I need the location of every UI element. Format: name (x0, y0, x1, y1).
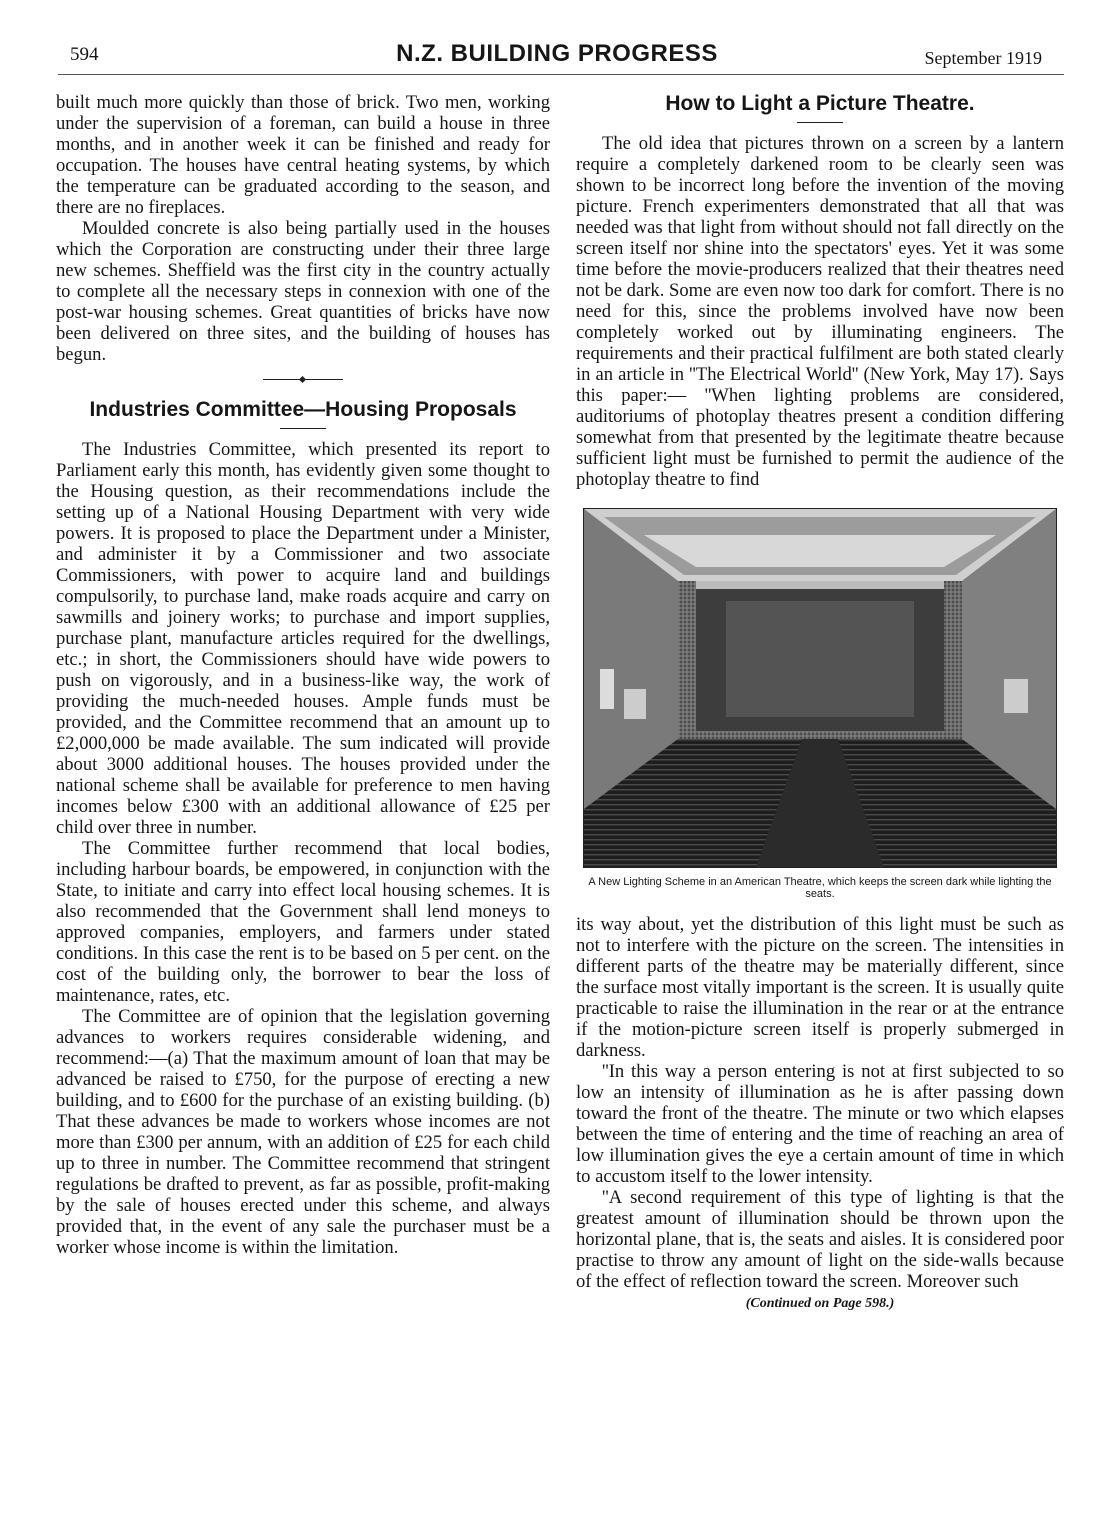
header-rule (58, 74, 1064, 75)
right-column (576, 92, 1064, 1312)
theatre-paragraph-1: The old idea that pictures thrown on a screen by a lantern require a completely darkened room to be clearly seen was shown to be incorrect long before the invention of the moving picture. French experimenters demonstrated that all that was needed was that light from without should not fall directly on the screen itself nor shine into the spectators' eyes. Yet it was some time before the movie-producers realized that their theatres need not be dark. Some are even now too dark for comfort. There is no need for this, since the problems involved have now been completely worked out by illuminating engineers. The requirements and their practical fulfilment are both stated clearly in an article in ''The Electrical World'' (New York, May 17). Says this paper:— ''When lighting problems are considered, auditoriums of photoplay theatres present a condition differing somewhat from that presented by the legitimate theatre because sufficient light must be furnished to permit the audience of the photoplay theatre to find (576, 133, 1064, 490)
continuation-paragraph-1: built much more quickly than those of brick. Two men, working under the supervision of a foreman, can build a house in three months, and in another week it can be finished and ready for occupation. The houses have central heating systems, by which the temperature can be graduated according to the season, and there are no fireplaces. (56, 92, 550, 218)
article-title-theatre: How to Light a Picture Theatre. (665, 92, 975, 115)
theatre-interior-photo (583, 508, 1057, 868)
theatre-paragraph-3: ''In this way a person entering is not at first subjected to so low an intensity of illumination as he is after passing down toward the front of the theatre. The minute or two which elapses between the time of entering and the time of reaching an area of low illumination gives the eye a certain amount of time in which to accustom itself to the lower intensity. (576, 1061, 1064, 1187)
title-underline (797, 122, 843, 123)
article-title-housing: Industries Committee—Housing Proposals (89, 398, 517, 421)
theatre-paragraph-2: its way about, yet the distribution of this light must be such as not to interfere with the picture on the screen. The intensities in different parts of the theatre may be materially different, since the surface most vitally important is the screen. It is usually quite practicable to raise the illumination in the rear or at the entrance if the motion-picture screen itself is properly submerged in darkness. (576, 914, 1064, 1061)
page-number: 594 (70, 44, 99, 65)
housing-paragraph-2: The Committee further recommend that local bodies, including harbour boards, be empowered, in conjunction with the State, to initiate and carry into effect local housing schemes. It is also recommended that the Government shall lend moneys to approved companies, employers, and farmers under stated conditions. In this case the rent is to be based on 5 per cent. on the cost of the building only, the borrower to bear the loss of maintenance, rates, etc. (56, 838, 550, 1006)
publication-title: N.Z. BUILDING PROGRESS (396, 40, 718, 67)
left-column (56, 92, 550, 1258)
title-underline (280, 428, 326, 429)
continuation-paragraph-2: Moulded concrete is also being partially used in the houses which the Corporation are constructing under their three large new schemes. Sheffield was the first city in the country actually to complete all the necessary steps in connexion with one of the post-war housing schemes. Great quantities of bricks have now been delivered on three sites, and the building of houses has begun. (56, 218, 550, 365)
housing-paragraph-3: The Committee are of opinion that the legislation governing advances to workers requires considerable widening, and recommend:—(a) That the maximum amount of loan that may be advanced be raised to £750, for the purpose of erecting a new building, and to £600 for the purchase of an existing building. (b) That these advances be made to workers whose incomes are not more than £300 per annum, with an addition of £25 for each child up to three in number. The Committee recommend that stringent regulations be drafted to prevent, as far as possible, profit-making by the sale of houses erected under this scheme, and always provided that, in the event of any sale the purchaser must be a worker whose income is within the limitation. (56, 1006, 550, 1258)
housing-paragraph-1: The Industries Committee, which presented its report to Parliament early this month, has evidently given some thought to the Housing question, as their recommendations include the setting up of a National Housing Department with very wide powers. It is proposed to place the Department under a Minister, and administer it by a Commissioner and two associate Commissioners, with power to acquire land and buildings compulsorily, to purchase land, make roads acquire and carry on sawmills and joinery works; to purchase and import supplies, purchase plant, manufacture articles required for the dwellings, etc.; in short, the Commissioners should have wide powers to push on vigorously, and in a business-like way, the work of providing the much-needed houses. Ample funds must be provided, and the Committee recommend that an amount up to £2,000,000 be made available. The sum indicated will provide about 3000 additional houses. The houses provided under the national scheme shall be available for preference to men having incomes below £300 with an additional allowance of £25 per child over three in number. (56, 439, 550, 838)
section-divider-ornament (263, 379, 343, 380)
theatre-interior-illustration (584, 509, 1056, 867)
theatre-paragraph-4: ''A second requirement of this type of lighting is that the greatest amount of illumination should be thrown upon the horizontal plane, that is, the seats and aisles. It is considered poor practise to throw any amount of light on the side-walls because of the effect of reflection toward the screen. Moreover such (576, 1187, 1064, 1292)
continued-note: (Continued on Page 598.) (745, 1296, 895, 1311)
issue-date: September 1919 (924, 48, 1042, 68)
photo-caption: A New Lighting Scheme in an American Theatre, which keeps the screen dark while lighting the seats. (588, 876, 1052, 900)
